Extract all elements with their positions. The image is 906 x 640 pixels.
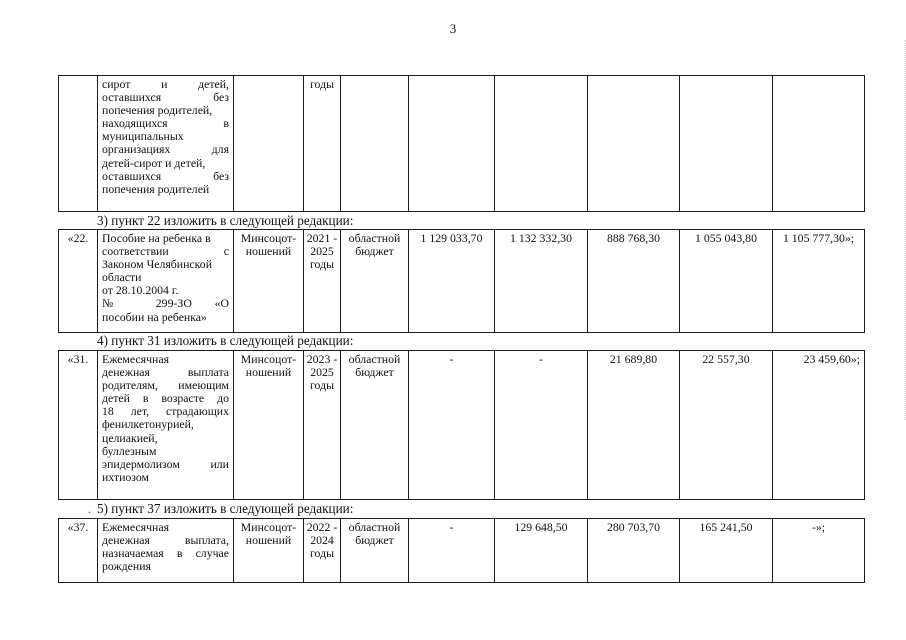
item-number: «37. <box>59 519 98 583</box>
value-cell: 888 768,30 <box>588 230 680 333</box>
value-cell <box>409 76 495 212</box>
years-cell: 2021 - 2025 годы <box>304 230 341 333</box>
years-cell: 2022 - 2024 годы <box>304 519 341 583</box>
continuation-table <box>58 75 865 212</box>
value-cell <box>588 76 680 212</box>
table-row <box>59 351 865 500</box>
executor-cell: Минсоцот-ношений <box>234 230 304 333</box>
source-cell: областной бюджет <box>341 351 409 500</box>
executor-cell: Минсоцот-ношений <box>234 519 304 583</box>
name-cell: сирот и детей, оставшихся без попечения родителей, находящихся в муниципальных организациях для детей-сирот и детей, оставшихся без попечения родителей <box>98 76 234 212</box>
table-row <box>59 230 865 333</box>
value-cell: 280 703,70 <box>588 519 680 583</box>
instruction-text: 5) пункт 37 изложить в следующей редакции: <box>97 501 354 516</box>
years-cell: годы <box>304 76 341 212</box>
table-row <box>59 76 865 212</box>
value-cell <box>495 76 588 212</box>
table-row <box>59 519 865 583</box>
value-cell: 1 055 043,80 <box>680 230 773 333</box>
value-cell <box>680 76 773 212</box>
executor-cell <box>234 76 304 212</box>
value-cell: - <box>495 351 588 500</box>
value-cell: 23 459,60»; <box>773 351 865 500</box>
source-cell: областной бюджет <box>341 230 409 333</box>
instruction-text: 4) пункт 31 изложить в следующей редакции: <box>97 333 354 348</box>
scan-dot-mark: . <box>88 502 91 516</box>
name-cell: Ежемесячная денежная выплата, назначаемая в случае рождения <box>98 519 234 583</box>
value-cell: - <box>409 519 495 583</box>
years-cell: 2023 - 2025 годы <box>304 351 341 500</box>
number-cell <box>59 76 98 212</box>
value-cell: 22 557,30 <box>680 351 773 500</box>
executor-cell: Минсоцот-ношений <box>234 351 304 500</box>
value-cell: 1 129 033,70 <box>409 230 495 333</box>
value-cell: 165 241,50 <box>680 519 773 583</box>
source-cell <box>341 76 409 212</box>
item-table <box>58 229 865 333</box>
value-cell: 1 105 777,30»; <box>773 230 865 333</box>
value-cell: - <box>409 351 495 500</box>
item-number: «31. <box>59 351 98 500</box>
value-cell: 21 689,80 <box>588 351 680 500</box>
item-table <box>58 518 865 583</box>
value-cell: 129 648,50 <box>495 519 588 583</box>
value-cell: -»; <box>773 519 865 583</box>
instruction-text: 3) пункт 22 изложить в следующей редакции: <box>97 213 354 228</box>
value-cell: 1 132 332,30 <box>495 230 588 333</box>
scan-edge-specks <box>901 40 906 420</box>
name-cell: Пособие на ребенка в соответствии с Законом Челябинской области от 28.10.2004 г. № 299-ЗО «О пособии на ребенка» <box>98 230 234 333</box>
page-number: 3 <box>449 21 457 36</box>
source-cell: областной бюджет <box>341 519 409 583</box>
value-cell <box>773 76 865 212</box>
item-table <box>58 350 865 500</box>
name-cell: Ежемесячная денежная выплата родителям, имеющим детей в возрасте до 18 лет, страдающих фенилкетонурией, целиакией, буллезным эпидермолизом или ихтиозом <box>98 351 234 500</box>
item-number: «22. <box>59 230 98 333</box>
